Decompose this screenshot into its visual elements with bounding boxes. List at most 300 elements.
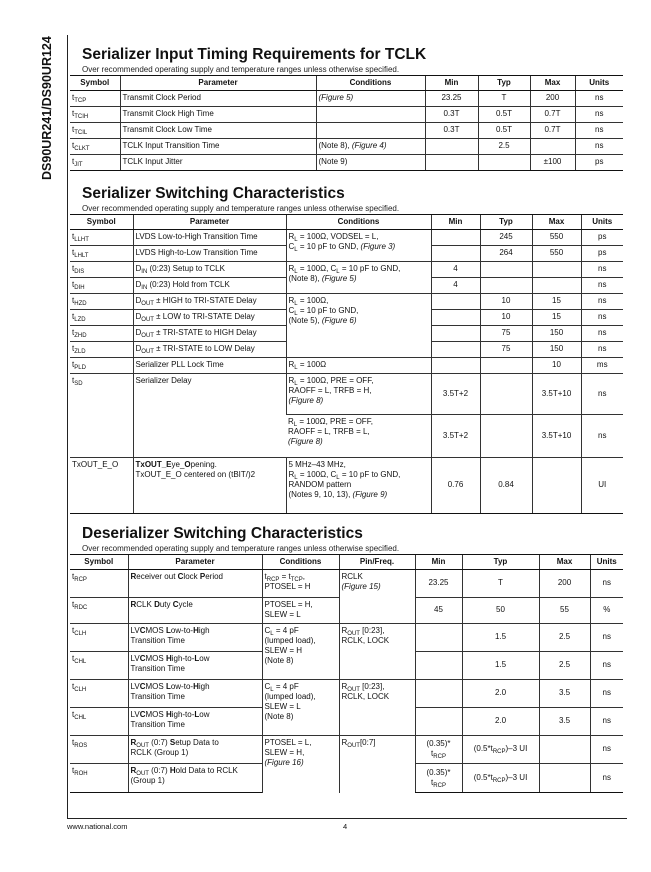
cell-typ (462, 570, 539, 598)
cell-text: RCLK, LOCK (341, 636, 390, 645)
bold-text: L (194, 710, 200, 719)
cell-text: Serializer PLL Lock Time (135, 360, 224, 369)
cell-text: pening. (190, 460, 217, 469)
section-subtitle: Over recommended operating supply and temperature ranges unless otherwise specified. (82, 65, 400, 74)
section-serializer-switching (70, 185, 623, 514)
cell-conditions (286, 374, 431, 415)
cell-units (590, 624, 623, 652)
cell-text: (Note 8), (288, 274, 322, 283)
cell-units (590, 708, 623, 736)
cell-text: MOS (145, 626, 166, 635)
cell-parameter (120, 107, 316, 123)
spec-table (70, 75, 623, 171)
cell-conditions (286, 415, 431, 458)
cell-max (532, 310, 581, 326)
subscript-text: L (294, 475, 298, 481)
cell-text: ns (598, 296, 607, 305)
cell-symbol (70, 458, 133, 514)
cell-parameter (128, 598, 262, 624)
cell-text: 2.0 (494, 688, 507, 697)
column-header-max: Max (532, 215, 581, 230)
cell-text: ps (595, 157, 604, 166)
cell-min (431, 278, 480, 294)
cell-text: SLEW = H (264, 646, 303, 655)
cell-text: R (341, 738, 348, 747)
cell-text: t (72, 328, 75, 337)
cell-parameter (133, 262, 286, 278)
cell-units (590, 652, 623, 680)
cell-text: [0:23], (359, 682, 385, 691)
page-number: 4 (343, 822, 348, 831)
cell-text: ns (598, 430, 607, 440)
cell-max (532, 374, 581, 415)
cell-conditions (286, 230, 431, 262)
cell-symbol (70, 358, 133, 374)
cell-text: ns (602, 688, 611, 697)
column-header-conditions: Conditions (316, 76, 425, 91)
cell-text: UI (598, 480, 607, 489)
cell-symbol (70, 764, 128, 793)
cell-text: D (135, 312, 142, 321)
cell-min (431, 415, 480, 458)
cell-parameter (133, 358, 286, 374)
cell-typ (480, 294, 532, 310)
cell-text: 15 (552, 312, 561, 321)
cell-text: 2.5 (558, 660, 571, 669)
cell-text: ow-to- (170, 626, 194, 635)
cell-min (415, 680, 462, 708)
cell-text: % (603, 605, 611, 614)
cell-min (415, 764, 462, 793)
cell-typ (480, 310, 532, 326)
subscript-text: RCP (492, 749, 506, 755)
cell-text: CLK (136, 600, 155, 609)
column-header-parameter: Parameter (128, 555, 262, 570)
cell-text: Transition Time (130, 720, 185, 729)
subscript-text: CHL (74, 659, 87, 665)
cell-text: t (72, 312, 75, 321)
cell-max (532, 415, 581, 458)
cell-text: = 10 pF to GND, (297, 306, 359, 315)
cell-text: = 10 pF to GND, (339, 470, 401, 479)
cell-min (431, 246, 480, 262)
cell-max (539, 736, 590, 764)
cell-text: 3.5 (558, 716, 571, 725)
cell-symbol (70, 326, 133, 342)
figure-reference: (Figure 5) (321, 274, 357, 283)
subscript-text: ROS (74, 743, 88, 749)
cell-conditions (316, 155, 425, 171)
cell-max (530, 91, 575, 107)
column-header-units: Units (590, 555, 623, 570)
cell-text: T (501, 93, 507, 102)
cell-text: 0.84 (498, 480, 514, 489)
bold-text: O (184, 460, 191, 469)
cell-text: R (288, 376, 295, 385)
cell-min (431, 326, 480, 342)
cell-text: ± TRI-STATE to LOW Delay (153, 344, 255, 353)
cell-symbol (70, 139, 120, 155)
bold-text: S (169, 738, 176, 747)
cell-text: (0.35)* (426, 767, 451, 777)
cell-units (590, 764, 623, 793)
subscript-text: RCP (433, 782, 446, 789)
cell-parameter (128, 764, 262, 793)
cell-text: ± TRI-STATE to HIGH Delay (153, 328, 257, 337)
subscript-text: OUT (141, 333, 154, 339)
footer-website[interactable]: www.national.com (67, 822, 128, 831)
column-header-symbol: Symbol (70, 555, 128, 570)
cell-text: LVDS High-to-Low Transition Time (135, 248, 258, 257)
cell-symbol (70, 570, 128, 598)
table-row (70, 680, 623, 708)
cell-text: ye_ (171, 460, 185, 469)
bold-text: C (172, 600, 179, 609)
cell-text: t (72, 296, 75, 305)
cell-text: SLEW = L (264, 702, 301, 711)
cell-units (581, 358, 623, 374)
cell-text: MOS (145, 710, 166, 719)
cell-text: R (341, 626, 348, 635)
cell-text: ns (602, 660, 611, 669)
cell-text: (0:23) Setup to TCLK (147, 264, 225, 273)
cell-symbol (70, 708, 128, 736)
bold-text: R (130, 572, 137, 581)
cell-text: , (302, 572, 305, 581)
header-row (70, 215, 623, 230)
cell-text: 0.5T (495, 125, 512, 134)
column-header-max: Max (530, 76, 575, 91)
cell-text: 150 (549, 344, 564, 353)
cell-max (539, 764, 590, 793)
cell-text: = 100Ω, VODSEL = L, (297, 232, 379, 241)
cell-symbol (70, 624, 128, 652)
cell-text: 3.5T+2 (442, 430, 469, 440)
cell-max (532, 246, 581, 262)
cell-conditions (262, 680, 339, 736)
header-row (70, 76, 623, 91)
cell-text: t (72, 600, 75, 609)
cell-typ (462, 624, 539, 652)
cell-conditions (286, 294, 431, 358)
cell-min (415, 652, 462, 680)
cell-text: R (288, 232, 295, 241)
cell-parameter (120, 123, 316, 139)
cell-text: t (72, 125, 75, 134)
cell-text: t (72, 654, 75, 663)
cell-max (532, 326, 581, 342)
cell-text: igh-to- (171, 654, 195, 663)
section-subtitle: Over recommended operating supply and temperature ranges unless otherwise specified. (82, 544, 400, 553)
cell-text: SLEW = L (264, 610, 301, 619)
cell-text: 1.5 (494, 660, 507, 669)
cell-text: TxOUT_E_O (72, 460, 119, 469)
cell-text: 15 (552, 296, 561, 305)
cell-text: ns (598, 264, 607, 273)
subscript-text: OUT (136, 743, 149, 749)
bold-text: C (139, 654, 146, 663)
bold-text: R (130, 738, 137, 747)
cell-units (590, 570, 623, 598)
cell-parameter (128, 652, 262, 680)
cell-typ (480, 415, 532, 458)
cell-text: C (264, 626, 271, 635)
cell-typ (462, 680, 539, 708)
cell-text: = 10 pF to GND, (297, 242, 361, 251)
cell-units (575, 107, 623, 123)
cell-text: D (135, 296, 142, 305)
cell-text: C (288, 306, 295, 315)
cell-text: )–3 UI (505, 744, 528, 753)
cell-typ (480, 246, 532, 262)
column-header-max: Max (539, 555, 590, 570)
cell-text: R (341, 682, 348, 691)
table-row (70, 91, 623, 107)
figure-reference: (Figure 6) (321, 316, 357, 325)
cell-max (539, 624, 590, 652)
cell-conditions (316, 139, 425, 155)
cell-units (575, 123, 623, 139)
cell-max (530, 123, 575, 139)
cell-text: igh-to- (171, 710, 195, 719)
cell-text: t (72, 376, 75, 385)
cell-min (415, 708, 462, 736)
cell-min (425, 123, 478, 139)
cell-text: = 4 pF (273, 626, 299, 635)
cell-text: 23.25 (428, 578, 449, 587)
header-row (70, 555, 623, 570)
subscript-text: PLD (74, 365, 86, 371)
cell-symbol (70, 374, 133, 458)
cell-text: RCLK, LOCK (341, 692, 390, 701)
cell-max (532, 294, 581, 310)
cell-text: ns (595, 125, 604, 134)
bold-text: L (165, 682, 171, 691)
cell-typ (478, 155, 530, 171)
subscript-text: L (294, 301, 298, 307)
subscript-text: TCIL (74, 130, 88, 136)
cell-text: t (431, 777, 434, 787)
cell-text: ns (598, 344, 607, 353)
cell-text: ycle (178, 600, 193, 609)
cell-symbol (70, 91, 120, 107)
cell-min (431, 358, 480, 374)
cell-parameter (120, 155, 316, 171)
cell-text: t (264, 572, 267, 581)
subscript-text: SD (74, 381, 83, 387)
cell-text: igh (198, 626, 210, 635)
cell-text: ns (598, 388, 607, 398)
cell-max (530, 155, 575, 171)
column-header-min: Min (431, 215, 480, 230)
cell-min (415, 598, 462, 624)
cell-text: D (135, 344, 142, 353)
cell-parameter (133, 246, 286, 262)
column-header-conditions: Conditions (286, 215, 431, 230)
cell-text: ps (598, 232, 607, 241)
cell-text: ns (595, 141, 604, 150)
cell-text: (lumped load), (264, 692, 316, 701)
cell-text: 45 (434, 605, 443, 614)
section-title: Deserializer Switching Characteristics (82, 525, 363, 542)
cell-units (575, 155, 623, 171)
cell-text: R (288, 360, 295, 369)
cell-max (532, 342, 581, 358)
column-header-conditions: Conditions (262, 555, 339, 570)
cell-text: lock (183, 572, 200, 581)
subscript-text: DIH (74, 285, 85, 291)
cell-typ (480, 262, 532, 278)
cell-max (530, 139, 575, 155)
subscript-text: OUT (347, 743, 360, 749)
cell-max (539, 680, 590, 708)
cell-text: PTOSEL = H, (264, 600, 313, 609)
cell-text: D (135, 264, 142, 273)
cell-max (532, 262, 581, 278)
cell-conditions (262, 624, 339, 680)
table-row (70, 736, 623, 764)
cell-text: TCLK Input Jitter (122, 157, 183, 166)
cell-text: (Note 8) (264, 656, 294, 665)
cell-symbol (70, 342, 133, 358)
cell-text: RCLK (Group 1) (130, 748, 189, 757)
cell-text: 5 MHz–43 MHz, (288, 460, 346, 469)
cell-text: (Note 8), (318, 141, 352, 150)
column-header-units: Units (581, 215, 623, 230)
cell-text: t (72, 572, 75, 581)
cell-units (581, 230, 623, 246)
cell-text: t (72, 344, 75, 353)
cell-text: LV (130, 654, 140, 663)
subscript-text: L (294, 247, 298, 253)
cell-symbol (70, 680, 128, 708)
cell-symbol (70, 736, 128, 764)
figure-reference: (Figure 4) (351, 141, 387, 150)
cell-symbol (70, 598, 128, 624)
cell-parameter (128, 708, 262, 736)
cell-text: igh (198, 682, 210, 691)
cell-text: 3.5T+10 (541, 430, 572, 440)
cell-typ (462, 736, 539, 764)
cell-text: 4 (453, 264, 458, 273)
cell-text: 0.76 (447, 480, 464, 489)
cell-text: (Note 5), (288, 316, 322, 325)
cell-max (532, 278, 581, 294)
table-row (70, 624, 623, 652)
section-subtitle: Over recommended operating supply and temperature ranges unless otherwise specified. (82, 204, 400, 213)
cell-text: R (288, 264, 295, 273)
column-header-parameter: Parameter (120, 76, 316, 91)
cell-text: t (72, 280, 75, 289)
cell-text: ms (596, 360, 608, 369)
cell-min (425, 107, 478, 123)
bold-text: C (139, 682, 146, 691)
cell-units (575, 139, 623, 155)
cell-conditions (316, 91, 425, 107)
cell-typ (462, 652, 539, 680)
subscript-text: RCP (266, 577, 280, 583)
subscript-text: OUT (141, 301, 154, 307)
spec-table (70, 554, 623, 793)
bold-text: L (165, 626, 171, 635)
cell-text: 10 (501, 296, 511, 305)
cell-units (590, 736, 623, 764)
cell-text: 264 (499, 248, 513, 257)
cell-text: t (72, 360, 75, 369)
cell-text: = 100Ω, PRE = OFF, (297, 417, 373, 426)
cell-parameter (128, 736, 262, 764)
cell-text: ow-to- (170, 682, 194, 691)
subscript-text: CLH (74, 631, 87, 637)
cell-text: ns (602, 632, 611, 641)
cell-typ (480, 358, 532, 374)
cell-text: (0.5*t (473, 772, 493, 782)
cell-text: RAOFF = L, TRFB = L, (288, 427, 370, 436)
subscript-text: LLHT (74, 237, 89, 243)
bold-text: H (165, 710, 172, 719)
cell-text: Serializer Delay (135, 376, 192, 385)
cell-text: 3.5T+2 (442, 388, 469, 398)
table-row (70, 358, 623, 374)
cell-max (532, 358, 581, 374)
cell-typ (480, 230, 532, 246)
cell-units (581, 278, 623, 294)
table-row (70, 374, 623, 415)
cell-conditions (262, 736, 339, 793)
cell-text: (0.35)* (426, 739, 451, 748)
table-row (70, 262, 623, 278)
section-deserializer-switching (70, 525, 623, 793)
cell-units (581, 262, 623, 278)
figure-reference: (Figure 15) (341, 582, 381, 591)
cell-text: T (498, 578, 503, 587)
subscript-text: L (294, 269, 298, 275)
cell-text: RCLK (341, 572, 363, 581)
cell-text: R (288, 470, 295, 479)
table-row (70, 570, 623, 598)
cell-units (581, 294, 623, 310)
cell-text: C (264, 682, 271, 691)
subscript-text: L (294, 237, 298, 243)
section-title: Serializer Input Timing Requirements for TCLK (82, 46, 427, 63)
cell-min (431, 262, 480, 278)
bold-text: C (139, 710, 146, 719)
column-header-typ: Typ (462, 555, 539, 570)
cell-text: t (431, 749, 434, 758)
cell-symbol (70, 652, 128, 680)
spec-table (70, 214, 623, 514)
cell-text: ns (602, 716, 611, 725)
cell-units (575, 91, 623, 107)
cell-text: 245 (499, 232, 513, 241)
bold-text: P (199, 572, 206, 581)
table-row (70, 458, 623, 514)
subscript-text: RCP (74, 577, 87, 583)
cell-text: PTOSEL = L, (264, 738, 312, 747)
subscript-text: TCP (290, 577, 303, 583)
cell-units (581, 310, 623, 326)
subscript-text: RCP (492, 777, 506, 784)
cell-typ (478, 91, 530, 107)
cell-typ (462, 764, 539, 793)
cell-units (590, 680, 623, 708)
cell-text: Transmit Clock High Time (122, 109, 214, 118)
cell-text: uty (159, 600, 173, 609)
cell-text: RAOFF = L, TRFB = H, (288, 386, 372, 395)
cell-symbol (70, 278, 133, 294)
subscript-text: L (294, 311, 298, 317)
table-row (70, 230, 623, 246)
